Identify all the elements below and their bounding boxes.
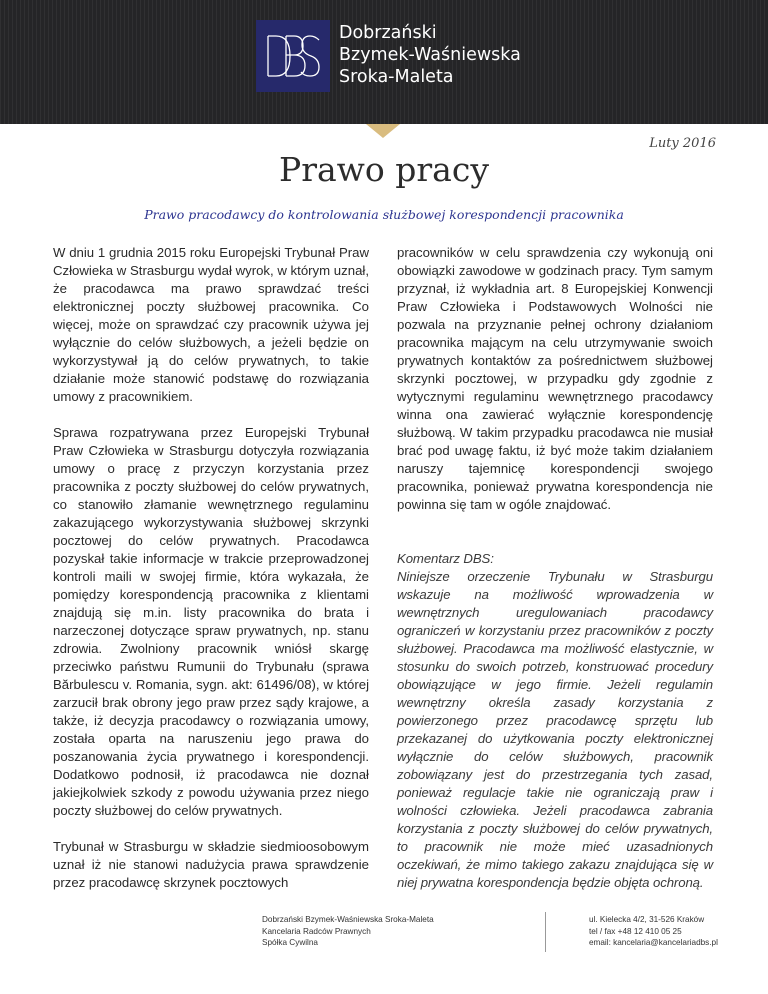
comment-body: Niniejsze orzeczenie Trybunału w Strasburgu wskazuje na możliwość wprowadzenia w wewnętrznych uregulowaniach pracodawcy ograniczeń w korzystaniu przez pracowników z poczty służbowej. Pracodawca ma możliwość elastycznie, w stosunku do swoich potrzeb, konstruować procedury obowiązujące w jego firmie. Jeżeli regulamin wewnętrzny określa zasady korzystania z powierzonego przez pracodawcę sprzętu lub przekazanej do użytkowania poczty elektronicznej wyłącznie do celów służbowych, pracownik zobowiązany jest do przestrzegania tych zasad, ponieważ regulacje takie nie ograniczają praw i wolności człowieka. Jeżeli pracodawca zabrania korzystania z poczty służbowej do celów prywatnych, to pracownik nie może mieć uzasadnionych oczekiwań, że mimo takiego zakazu znajdująca się w niej prywatna korespondencja będzie objęta ochroną. [397, 569, 713, 890]
footer-firm-type: Kancelaria Radców Prawnych [262, 926, 371, 936]
paragraph-3: Trybunał w Strasburgu w składzie siedmioosobowym uznał iż nie stanowi nadużycia prawa sprawdzenie przez pracodawcę skrzynek pocztowych [53, 839, 369, 890]
right-column [397, 244, 713, 892]
left-column [53, 244, 369, 892]
paragraph-2: Sprawa rozpatrywana przez Europejski Trybunał Praw Człowieka w Strasburgu dotyczyła rozwiązania umowy o pracę z przyczyn korzystania przez pracownika z poczty służbowej do celów prywatnych, co stanowiło złamanie wewnętrznego regulaminu zakazującego wykorzystywania służbowej skrzynki pocztowej do celów prywatnych. Pracodawca pozyskał takie informacje w trakcie przeprowadzonej kontroli maili w swojej firmie, która wykazała, że pomiędzy korespondencją pracownika z klientami znajdują się m.in. listy pracownika do brata i narzeczonej dotyczące spraw prywatnych, np. stanu zdrowia. Zwolniony pracownik wniósł skargę przeciwko państwu Rumunii do Trybunału (sprawa Bărbulescu v. Romania, sygn. akt: 61496/08), w której zarzucił brak obrony jego praw przez sądy krajowe, a także, iż decyzja pracodawcy o rozwiązania umowy, została oparta na naruszeniu jego prawa do poszanowania życia prywatnego i korespondencji. Dodatkowo podnosił, iż pracodawca nie doznał jakiejkolwiek szkody z powodu używania przez niego poczty służbowej do celów prywatnych. [53, 425, 369, 818]
comment-heading: Komentarz DBS: [397, 551, 494, 566]
footer-email[interactable]: email: kancelaria@kancelariadbs.pl [589, 938, 718, 947]
firm-name-line-3: Sroka-Maleta [339, 67, 454, 87]
footer-firm-form: Spółka Cywilna [262, 938, 318, 947]
footer-firm-info [262, 914, 502, 949]
page-title: Prawo pracy [279, 150, 489, 189]
footer-contact [589, 914, 759, 949]
firm-name-line-1: Dobrzański [339, 23, 437, 43]
dbs-logo [256, 20, 330, 92]
footer-firm-name: Dobrzański Bzymek-Waśniewska Sroka-Maleta [262, 915, 434, 924]
dbs-logo-mark [256, 20, 330, 92]
header-notch [366, 124, 400, 138]
footer-address: ul. Kielecka 4/2, 31-526 Kraków [589, 915, 705, 924]
paragraph-1: W dniu 1 grudnia 2015 roku Europejski Trybunał Praw Człowieka w Strasburgu wydał wyrok, w którym uznał, że pracodawca ma prawo sprawdzać treści elektronicznej poczty służbowej pracownika. Co więcej, może on sprawdzać czy pracownik używa jej wyłącznie do celów służbowych, a jeżeli będzie on wykorzystywał ją do celów prywatnych, to takie działanie może stanowić podstawę do rozwiązania umowy z pracownikiem. [53, 245, 369, 404]
footer-phone: tel / fax +48 12 410 05 25 [589, 926, 682, 936]
paragraph-4: pracowników w celu sprawdzenia czy wykonują oni obowiązki zawodowe w godzinach pracy. Tym samym przyznał, iż wykładnia art. 8 Europejskiej Konwencji Praw Człowieka i Podstawowych Wolności nie pozwala na przyznanie pełnej ochrony działaniom pracownika mającym na celu utrzymywanie swoich prywatnych kontaktów za pośrednictwem służbowej skrzynki pocztowej, w przypadku gdy zgodnie z wytycznymi regulaminu wewnętrznego pracodawcy winna ona zawierać wyłącznie korespondencję służbową. W takim przypadku pracodawca nie musiał brać pod uwagę faktu, iż być może takim działaniem naruszy tajemnicę korespondencji swojego pracownika, ponieważ prywatna korespondencja nie powinna się tam w ogóle znajdować. [397, 245, 713, 512]
page-subtitle: Prawo pracodawcy do kontrolowania służbowej korespondencji pracownika [144, 207, 624, 222]
firm-name [339, 22, 521, 88]
page-header [0, 0, 768, 124]
footer-divider [545, 912, 546, 952]
dbs-comment [397, 550, 713, 892]
firm-name-line-2: Bzymek-Waśniewska [339, 45, 521, 65]
issue-date: Luty 2016 [649, 136, 716, 151]
